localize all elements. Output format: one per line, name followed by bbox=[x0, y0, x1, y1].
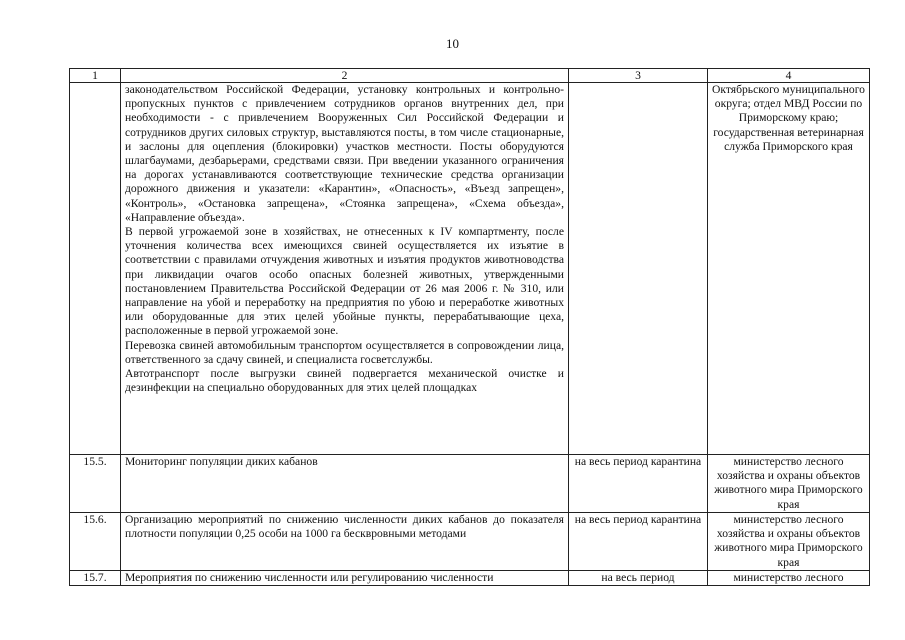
measure-paragraph: законодательством Российской Федерации, установку контрольных и контрольно-пропускных пунктов с привлечением сотрудников органов внутренних дел, при необходимости - с привлечением Вооруженных Сил Российской Федерации и сотрудников других силовых структур, выставляются посты, в том числе стационарные, и заслоны для оцепления (блокировки) участков местности. Посты оборудуются шлагбаумами, дезбарьерами, средствами связи. При введении указанного ограничения на дорогах устанавливаются соответствующие технические средства организации дорожного движения и указатели: «Карантин», «Опасность», «Въезд запрещен», «Контроль», «Остановка запрещена», «Стоянка запрещена», «Схема объезда», «Направление объезда». bbox=[125, 83, 564, 224]
responsible-text: министерство лесного bbox=[733, 571, 844, 584]
responsible-cell bbox=[708, 571, 870, 586]
measure-text bbox=[121, 455, 569, 513]
measure-text bbox=[121, 571, 569, 586]
measure-paragraph: В первой угрожаемой зоне в хозяйствах, не отнесенных к IV компартменту, после уточнения количества всех имеющихся свиней осуществляется их изъятие в соответствии с правилами отчуждения животных и изъятия продуктов животноводства при ликвидации очагов особо опасных болезней животных, утвержденными постановлением Правительства Российской Федерации от 26 мая 2006 г. № 310, или направление на убой и переработку на предприятия по убою и переработке животных или оборудованные для этих целей убойные пункты, перерабатывающие цеха, расположенные в первой угрожаемой зоне. bbox=[125, 225, 564, 338]
row-number bbox=[70, 83, 121, 455]
measure-paragraph: Организацию мероприятий по снижению численности диких кабанов до показателя плотности популяции 0,25 особи на 1000 га бесквровными методами bbox=[125, 513, 564, 541]
row-number: 15.7. bbox=[70, 571, 121, 586]
column-number-row bbox=[70, 69, 870, 83]
term-cell: на весь период карантина bbox=[569, 513, 708, 571]
plan-table bbox=[69, 68, 870, 586]
responsible-cell: министерство лесного хозяйства и охраны объектов животного мира Приморского края bbox=[708, 455, 870, 513]
term-cell bbox=[569, 83, 708, 455]
term-cell: на весь период карантина bbox=[569, 455, 708, 513]
measure-paragraph: Перевозка свиней автомобильным транспортом осуществляется в сопровождении лица, ответственного за сдачу свиней, и специалиста госветслужбы. bbox=[125, 338, 564, 366]
table-row bbox=[70, 83, 870, 455]
column-number-4: 4 bbox=[708, 69, 870, 83]
column-number-3: 3 bbox=[569, 69, 708, 83]
column-number-1: 1 bbox=[70, 69, 121, 83]
term-cell bbox=[569, 571, 708, 586]
page-number: 10 bbox=[446, 36, 459, 51]
responsible-cell: министерство лесного хозяйства и охраны объектов животного мира Приморского края bbox=[708, 513, 870, 571]
measure-paragraph: Автотранспорт после выгрузки свиней подвергается механической очистке и дезинфекции на специально оборудованных для этих целей площадках bbox=[125, 367, 564, 395]
table-row bbox=[70, 513, 870, 571]
row-number: 15.5. bbox=[70, 455, 121, 513]
table-row bbox=[70, 571, 870, 586]
column-number-2: 2 bbox=[121, 69, 569, 83]
measure-paragraph: Мероприятия по снижению численности или регулированию численности bbox=[125, 571, 494, 584]
table-row bbox=[70, 455, 870, 513]
row-number: 15.6. bbox=[70, 513, 121, 571]
term-text: на весь период bbox=[601, 571, 675, 584]
measure-text bbox=[121, 513, 569, 571]
measure-paragraph: Мониторинг популяции диких кабанов bbox=[125, 455, 318, 468]
responsible-cell: Октябрьского муниципального округа; отдел МВД России по Приморскому краю; государственная ветеринарная служба Приморского края bbox=[708, 83, 870, 455]
measure-text bbox=[121, 83, 569, 455]
